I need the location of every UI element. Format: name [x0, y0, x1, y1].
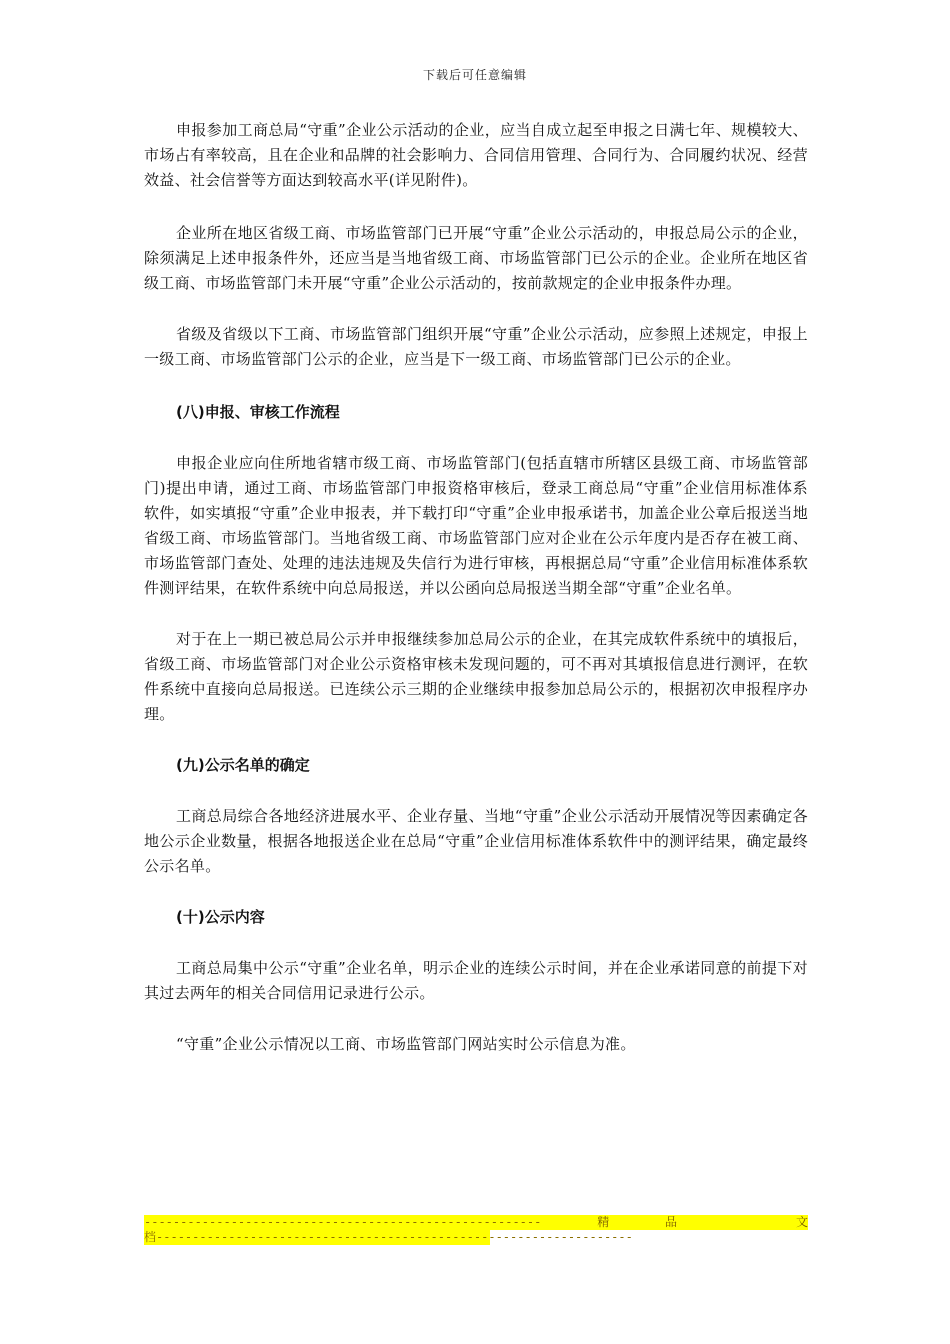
footer-char — [733, 1215, 740, 1230]
footer-char: 档 — [144, 1230, 157, 1244]
document-body — [144, 118, 808, 1083]
footer-line-1 — [144, 1215, 808, 1230]
section-heading-9: (九)公示名单的确定 — [176, 756, 310, 774]
paragraph-publication-source: “守重”企业公示情况以工商、市场监管部门网站实时公示信息为准。 — [176, 1035, 636, 1053]
section-heading-10: (十)公示内容 — [176, 908, 265, 926]
footer-char: 文 — [795, 1215, 808, 1229]
footer-dashes: ------------------------------------------------------------------ — [156, 1230, 633, 1244]
page-header: 下载后可任意编辑 — [422, 68, 527, 82]
paragraph-continuing-applicants: 对于在上一期已被总局公示并申报继续参加总局公示的企业，在其完成软件系统中的填报后，省级工商、市场监管部门对企业公示资格审核未发现问题的，可不再对其填报信息进行测评，在软件系统中直接向总局报送。已连续公示三期的企业继续申报参加总局公示的，根据初次申报程序办理。 — [144, 630, 808, 723]
footer-dashes: ------------------------------------------------------- — [144, 1215, 542, 1229]
section-heading-8: (八)申报、审核工作流程 — [176, 403, 340, 421]
paragraph-publication-content: 工商总局集中公示“守重”企业名单，明示企业的连续公示时间，并在企业承诺同意的前提下对其过去两年的相关合同信用记录进行公示。 — [144, 959, 808, 1002]
paragraph-eligibility: 申报参加工商总局“守重”企业公示活动的企业，应当自成立起至申报之日满七年、规模较大、市场占有率较高，且在企业和品牌的社会影响力、合同信用管理、合同行为、合同履约状况、经营效益、社会信誉等方面达到较高水平(详见附件)。 — [144, 121, 808, 189]
paragraph-application-process: 申报企业应向住所地省辖市级工商、市场监管部门(包括直辖市所辖区县级工商、市场监管部门)提出申请，通过工商、市场监管部门申报资格审核后，登录工商总局“守重”企业信用标准体系软件，如实填报“守重”企业申报表，并下载打印“守重”企业申报承诺书，加盖企业公章后报送当地省级工商、市场监管部门。当地省级工商、市场监管部门应对企业在公示年度内是否存在被工商、市场监管部门查处、处理的违法违规及失信行为进行审核，再根据总局“守重”企业信用标准体系软件测评结果，在软件系统中向总局报送，并以公函向总局报送当期全部“守重”企业名单。 — [144, 454, 808, 597]
paragraph-local-reference: 省级及省级以下工商、市场监管部门组织开展“守重”企业公示活动，应参照上述规定，申报上一级工商、市场监管部门公示的企业，应当是下一级工商、市场监管部门已公示的企业。 — [144, 325, 808, 368]
footer-char: 品 — [665, 1215, 678, 1229]
paragraph-provincial-requirement: 企业所在地区省级工商、市场监管部门已开展“守重”企业公示活动的，申报总局公示的企业，除须满足上述申报条件外，还应当是当地省级工商、市场监管部门已公示的企业。企业所在地区省级工商、市场监管部门未开展“守重”企业公示活动的，按前款规定的企业申报条件办理。 — [144, 224, 808, 292]
paragraph-list-determination: 工商总局综合各地经济进展水平、企业存量、当地“守重”企业公示活动开展情况等因素确定各地公示企业数量，根据各地报送企业在总局“守重”企业信用标准体系软件中的测评结果，确定最终公示名单。 — [144, 807, 808, 875]
footer-line-2 — [144, 1230, 633, 1245]
footer-watermark — [144, 1215, 808, 1245]
footer-char: 精 — [597, 1215, 610, 1229]
